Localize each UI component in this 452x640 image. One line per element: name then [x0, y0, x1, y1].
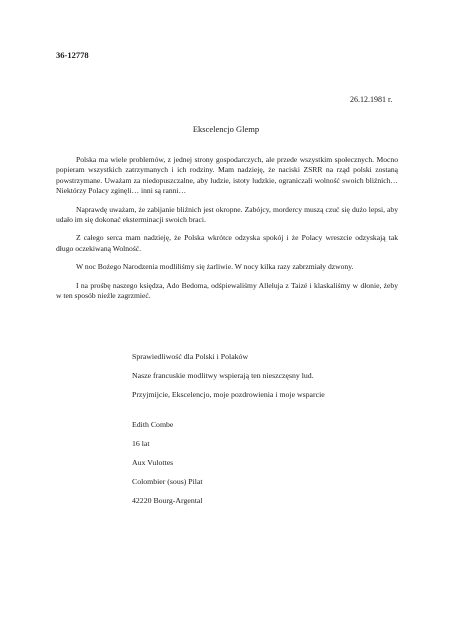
body-paragraph: W noc Bożego Narodzenia modliliśmy się żarliwie. W nocy kilka razy zabrzmiały dzwony. [76, 262, 354, 272]
body-paragraph: I na prośbę naszego księdza, Ado Bedoma, odśpiewaliśmy Alleluja z Taizé i klaskaliśmy w dłonie, żeby w ten sposób nieźle zagrzmieć. [56, 280, 398, 301]
letter-date: 26.12.1981 r. [350, 95, 393, 104]
signature-name: Edith Combe [132, 420, 174, 429]
closing-line: Sprawiedliwość dla Polski i Polaków [132, 352, 249, 361]
closing-line: Przyjmijcie, Ekscelencjo, moje pozdrowienia i moje wsparcie [132, 390, 325, 399]
body-paragraph: Naprawdę uważam, że zabijanie bliźnich jest okropne. Zabójcy, mordercy muszą czuć się dużo lepsi, aby udało im się dokonać eksterminacji swoich braci. [56, 204, 398, 225]
reference-number: 36-12778 [56, 50, 89, 60]
salutation: Ekscelencjo Glemp [192, 124, 260, 134]
address-line: Aux Vulottes [132, 458, 174, 467]
body-paragraph: Z całego serca mam nadzieję, że Polska wkrótce odzyska spokój i że Polacy wreszcie odzyskają tak długo oczekiwaną Wolność. [56, 233, 398, 253]
body-paragraph: Polska ma wiele problemów, z jednej strony gospodarczych, ale przede wszystkim społecznych. Mocno popieram wszystkich zatrzymanych i ich rodziny. Mam nadzieję, że naciski ZSRR na rząd polski zostaną powstrzymane. Uważam za niedopuszczalne, aby ludzie, istoty ludzkie, ograniczali wolność swoich bliźnich… Niektórzy Polacy zginęli… inni są ranni… [56, 155, 398, 196]
address-line: 42220 Bourg-Argental [132, 496, 203, 505]
address-line: Colombier (sous) Pilat [132, 477, 203, 486]
letter-body [56, 155, 398, 309]
signature-block [132, 420, 203, 515]
closing-block [132, 352, 325, 409]
closing-line: Nasze francuskie modlitwy wspierają ten nieszczęsny lud. [132, 371, 314, 380]
signature-age: 16 lat [132, 439, 150, 448]
